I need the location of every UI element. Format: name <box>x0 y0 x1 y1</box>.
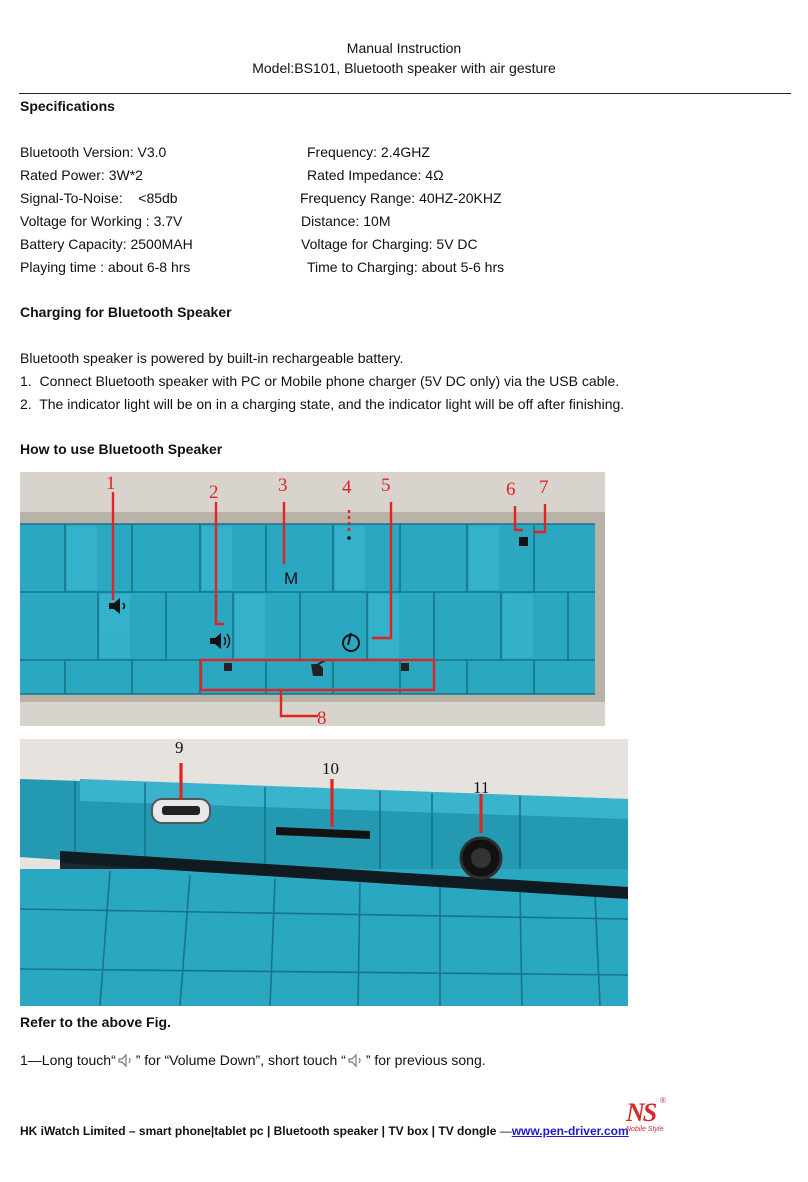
speaker-top-diagram <box>20 472 605 726</box>
spec-left-2: Rated Power: 3W*2 <box>20 167 143 183</box>
speaker-side-photo <box>20 739 628 1006</box>
spec-right-4: Distance: 10M <box>301 213 391 229</box>
charging-heading: Charging for Bluetooth Speaker <box>20 304 232 320</box>
spec-right-5: Voltage for Charging: 5V DC <box>301 236 478 252</box>
callout-4: 4 <box>342 477 352 498</box>
gesture-sensor-left <box>224 663 232 671</box>
nobile-style-logo <box>626 1098 670 1138</box>
header-divider <box>19 93 791 94</box>
spec-right-1: Frequency: 2.4GHZ <box>307 144 430 160</box>
usage-instruction-1 <box>20 1052 486 1071</box>
spec-left-4: Voltage for Working : 3.7V <box>20 213 183 229</box>
mode-button-label: M <box>284 569 299 588</box>
logo-subtext: Nobile Style <box>626 1126 664 1133</box>
instr-part-a: 1—Long touch“ <box>20 1052 116 1068</box>
footer-dash: — <box>499 1124 512 1138</box>
logo-text: NS <box>626 1098 656 1127</box>
charging-step-2: 2. The indicator light will be on in a charging state, and the indicator light will be off after finishing. <box>20 396 625 412</box>
footer-company: HK iWatch Limited – smart phone|tablet pc | Bluetooth speaker | TV box | TV dongle <box>20 1124 497 1138</box>
speaker-top-photo <box>20 472 605 726</box>
refer-heading: Refer to the above Fig. <box>20 1014 171 1030</box>
gesture-sensor-right <box>401 663 409 671</box>
spec-right-6: Time to Charging: about 5-6 hrs <box>307 259 505 275</box>
callout-9: 9 <box>175 739 184 757</box>
spec-left-3: Signal-To-Noise: <85db <box>20 190 178 206</box>
callout-5: 5 <box>381 475 391 496</box>
spec-right-3: Frequency Range: 40HZ-20KHZ <box>300 190 502 206</box>
footer-link[interactable]: www.pen-driver.com <box>511 1124 629 1138</box>
callout-2: 2 <box>209 482 219 503</box>
volume-down-icon <box>116 1052 136 1071</box>
logo-registered: ® <box>660 1096 666 1105</box>
instr-part-c: ” for previous song. <box>365 1052 486 1068</box>
spec-right-2: Rated Impedance: 4Ω <box>307 167 444 183</box>
volume-down-icon-2 <box>346 1052 366 1071</box>
spec-left-1: Bluetooth Version: V3.0 <box>20 144 167 160</box>
callout-8: 8 <box>317 708 327 726</box>
charging-step-1: 1. Connect Bluetooth speaker with PC or Mobile phone charger (5V DC only) via the USB cable. <box>20 373 620 389</box>
callout-6: 6 <box>506 479 516 500</box>
callout-10: 10 <box>322 759 339 778</box>
spec-left-6: Playing time : about 6-8 hrs <box>20 259 191 275</box>
usage-heading: How to use Bluetooth Speaker <box>20 441 223 457</box>
spec-left-5: Battery Capacity: 2500MAH <box>20 236 193 252</box>
doc-title: Manual Instruction <box>346 40 462 56</box>
indicator-dot <box>347 536 351 540</box>
callout-11: 11 <box>473 778 490 797</box>
instr-part-b: ” for “Volume Down”, short touch “ <box>135 1052 346 1068</box>
footer-line <box>20 1124 629 1138</box>
charging-intro: Bluetooth speaker is powered by built-in rechargeable battery. <box>20 350 404 366</box>
doc-subtitle: Model:BS101, Bluetooth speaker with air gesture <box>252 60 556 76</box>
callout-3: 3 <box>278 475 288 496</box>
speaker-side-diagram <box>20 739 628 1006</box>
specifications-heading: Specifications <box>20 98 115 114</box>
callout-1: 1 <box>106 473 116 494</box>
callout-7: 7 <box>539 477 549 498</box>
sensor-square <box>519 537 528 546</box>
